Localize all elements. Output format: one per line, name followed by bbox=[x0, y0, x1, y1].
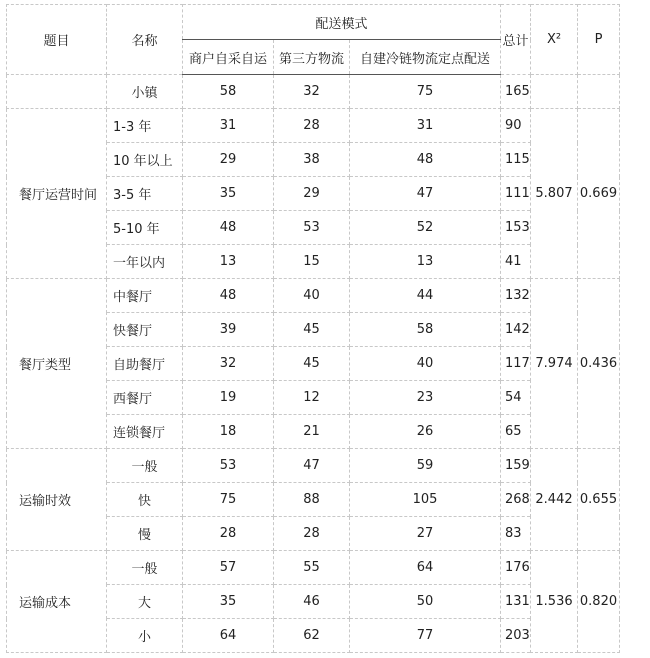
value-third-party: 40 bbox=[274, 279, 350, 313]
row-name: 快 bbox=[107, 483, 183, 517]
value-third-party: 47 bbox=[274, 449, 350, 483]
value-self: 32 bbox=[183, 347, 274, 381]
row-name: 西餐厅 bbox=[107, 381, 183, 415]
value-self: 35 bbox=[183, 585, 274, 619]
row-name: 3-5 年 bbox=[107, 177, 183, 211]
value-third-party: 45 bbox=[274, 347, 350, 381]
value-self: 29 bbox=[183, 143, 274, 177]
group-chi-square: 1.536 bbox=[531, 551, 578, 653]
value-cold-chain: 23 bbox=[350, 381, 501, 415]
value-third-party: 12 bbox=[274, 381, 350, 415]
value-cold-chain: 26 bbox=[350, 415, 501, 449]
value-third-party: 29 bbox=[274, 177, 350, 211]
value-self: 39 bbox=[183, 313, 274, 347]
value-total: 115 bbox=[501, 143, 531, 177]
value-total: 111 bbox=[501, 177, 531, 211]
group-topic: 餐厅运营时间 bbox=[7, 109, 107, 279]
row-name: 小镇 bbox=[107, 75, 183, 109]
value-self: 19 bbox=[183, 381, 274, 415]
value-third-party: 38 bbox=[274, 143, 350, 177]
value-self: 13 bbox=[183, 245, 274, 279]
header-sub-self: 商户自采自运 bbox=[183, 40, 274, 75]
value-cold-chain: 13 bbox=[350, 245, 501, 279]
value-cold-chain: 59 bbox=[350, 449, 501, 483]
value-third-party: 62 bbox=[274, 619, 350, 653]
value-third-party: 46 bbox=[274, 585, 350, 619]
row-name: 小 bbox=[107, 619, 183, 653]
table-row bbox=[7, 551, 620, 585]
header-sub-third-party: 第三方物流 bbox=[274, 40, 350, 75]
value-third-party: 21 bbox=[274, 415, 350, 449]
group-p: 0.669 bbox=[578, 109, 620, 279]
row-name: 自助餐厅 bbox=[107, 347, 183, 381]
table-row bbox=[7, 279, 620, 313]
group-chi-square: 5.807 bbox=[531, 109, 578, 279]
group-topic bbox=[7, 75, 107, 109]
header-topic: 题目 bbox=[7, 5, 107, 75]
value-third-party: 28 bbox=[274, 517, 350, 551]
value-third-party: 53 bbox=[274, 211, 350, 245]
value-total: 176 bbox=[501, 551, 531, 585]
table-row bbox=[7, 109, 620, 143]
chi-square-table bbox=[6, 4, 620, 653]
header-p: P bbox=[578, 5, 620, 75]
value-cold-chain: 64 bbox=[350, 551, 501, 585]
table-row bbox=[7, 75, 620, 109]
value-total: 83 bbox=[501, 517, 531, 551]
value-self: 75 bbox=[183, 483, 274, 517]
value-cold-chain: 75 bbox=[350, 75, 501, 109]
value-total: 131 bbox=[501, 585, 531, 619]
value-self: 64 bbox=[183, 619, 274, 653]
value-self: 48 bbox=[183, 211, 274, 245]
value-total: 142 bbox=[501, 313, 531, 347]
value-self: 57 bbox=[183, 551, 274, 585]
group-topic: 运输时效 bbox=[7, 449, 107, 551]
value-third-party: 45 bbox=[274, 313, 350, 347]
value-self: 53 bbox=[183, 449, 274, 483]
value-cold-chain: 105 bbox=[350, 483, 501, 517]
value-total: 90 bbox=[501, 109, 531, 143]
value-cold-chain: 27 bbox=[350, 517, 501, 551]
group-p: 0.820 bbox=[578, 551, 620, 653]
table-body bbox=[7, 75, 620, 653]
value-total: 65 bbox=[501, 415, 531, 449]
header-total: 总计 bbox=[501, 5, 531, 75]
value-total: 159 bbox=[501, 449, 531, 483]
value-cold-chain: 31 bbox=[350, 109, 501, 143]
value-total: 203 bbox=[501, 619, 531, 653]
row-name: 一般 bbox=[107, 449, 183, 483]
value-self: 28 bbox=[183, 517, 274, 551]
group-p bbox=[578, 75, 620, 109]
value-cold-chain: 77 bbox=[350, 619, 501, 653]
row-name: 一年以内 bbox=[107, 245, 183, 279]
value-total: 117 bbox=[501, 347, 531, 381]
row-name: 连锁餐厅 bbox=[107, 415, 183, 449]
value-total: 153 bbox=[501, 211, 531, 245]
value-total: 165 bbox=[501, 75, 531, 109]
group-chi-square: 2.442 bbox=[531, 449, 578, 551]
value-total: 41 bbox=[501, 245, 531, 279]
group-chi-square bbox=[531, 75, 578, 109]
row-name: 大 bbox=[107, 585, 183, 619]
value-self: 48 bbox=[183, 279, 274, 313]
value-cold-chain: 52 bbox=[350, 211, 501, 245]
group-topic: 餐厅类型 bbox=[7, 279, 107, 449]
row-name: 1-3 年 bbox=[107, 109, 183, 143]
value-third-party: 15 bbox=[274, 245, 350, 279]
row-name: 一般 bbox=[107, 551, 183, 585]
value-self: 35 bbox=[183, 177, 274, 211]
value-cold-chain: 50 bbox=[350, 585, 501, 619]
header-name: 名称 bbox=[107, 5, 183, 75]
value-cold-chain: 58 bbox=[350, 313, 501, 347]
header-sub-cold-chain: 自建冷链物流定点配送 bbox=[350, 40, 501, 75]
row-name: 慢 bbox=[107, 517, 183, 551]
header-chi-square: X² bbox=[531, 5, 578, 75]
value-third-party: 32 bbox=[274, 75, 350, 109]
value-self: 58 bbox=[183, 75, 274, 109]
group-chi-square: 7.974 bbox=[531, 279, 578, 449]
value-third-party: 28 bbox=[274, 109, 350, 143]
value-cold-chain: 47 bbox=[350, 177, 501, 211]
group-topic: 运输成本 bbox=[7, 551, 107, 653]
value-total: 54 bbox=[501, 381, 531, 415]
group-p: 0.655 bbox=[578, 449, 620, 551]
group-p: 0.436 bbox=[578, 279, 620, 449]
value-third-party: 55 bbox=[274, 551, 350, 585]
row-name: 5-10 年 bbox=[107, 211, 183, 245]
value-self: 31 bbox=[183, 109, 274, 143]
row-name: 中餐厅 bbox=[107, 279, 183, 313]
value-self: 18 bbox=[183, 415, 274, 449]
value-total: 268 bbox=[501, 483, 531, 517]
value-cold-chain: 48 bbox=[350, 143, 501, 177]
row-name: 快餐厅 bbox=[107, 313, 183, 347]
value-cold-chain: 44 bbox=[350, 279, 501, 313]
header-delivery-mode: 配送模式 bbox=[183, 5, 501, 40]
value-total: 132 bbox=[501, 279, 531, 313]
value-cold-chain: 40 bbox=[350, 347, 501, 381]
table-row bbox=[7, 449, 620, 483]
value-third-party: 88 bbox=[274, 483, 350, 517]
row-name: 10 年以上 bbox=[107, 143, 183, 177]
